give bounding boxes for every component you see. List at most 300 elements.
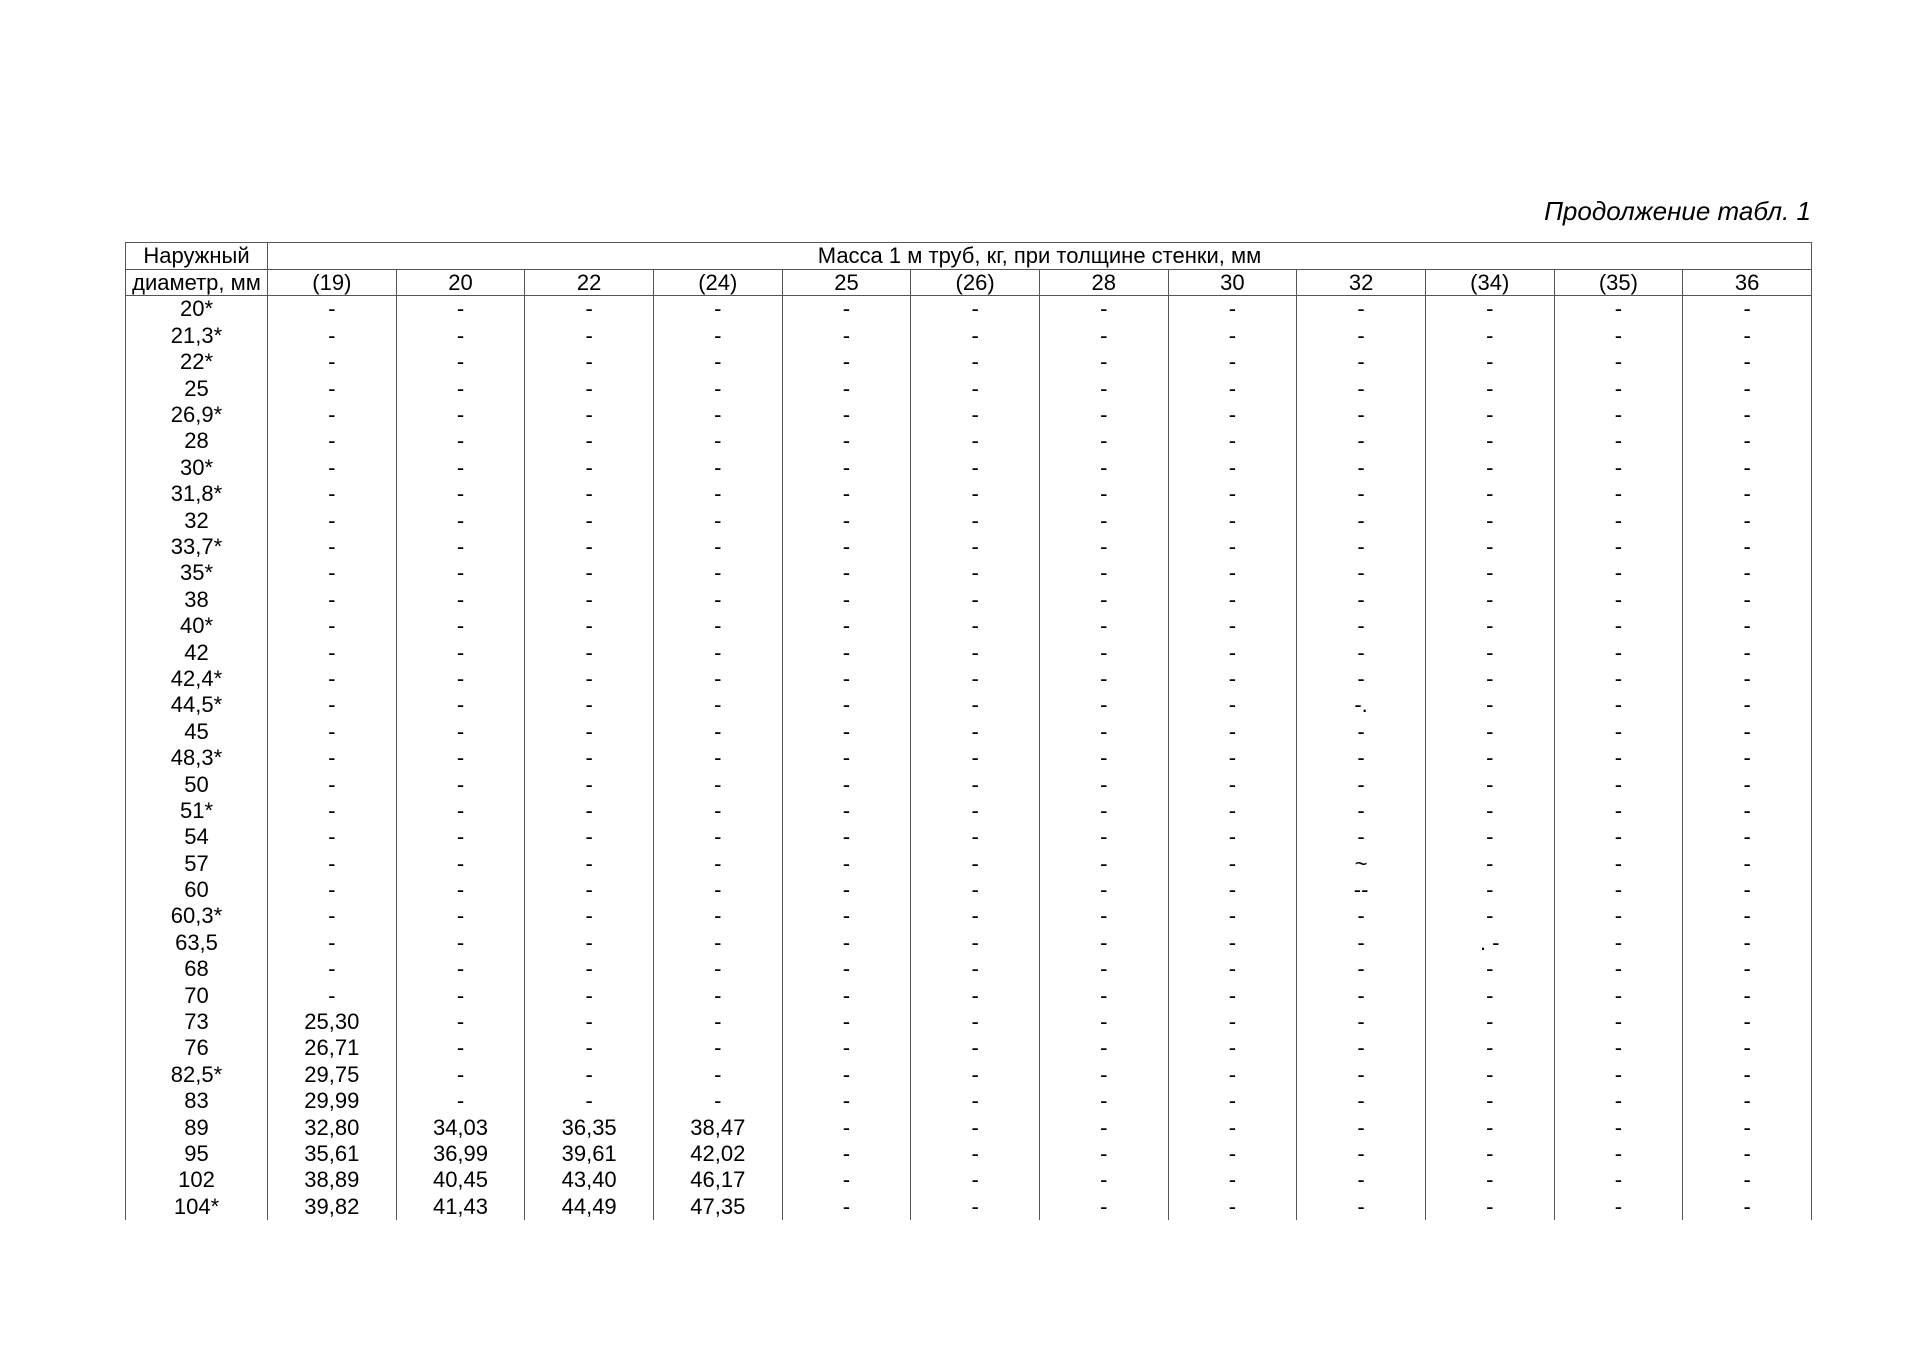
mass-value-cell: -	[1168, 824, 1297, 850]
mass-value-cell: -	[1425, 745, 1554, 771]
wall-thickness-column-header: 32	[1297, 269, 1426, 296]
mass-value-cell: -	[525, 665, 654, 691]
mass-value-cell: -	[396, 560, 525, 586]
mass-value-cell: -	[396, 929, 525, 955]
header-row-2	[126, 269, 1812, 296]
mass-value-cell: -	[1039, 1193, 1168, 1219]
mass-value-cell: -	[1683, 1009, 1812, 1035]
mass-value-cell: -	[911, 375, 1040, 401]
mass-value-cell: -	[396, 692, 525, 718]
mass-value-cell: -	[1554, 586, 1683, 612]
mass-value-cell: -	[653, 1035, 782, 1061]
mass-value-cell: 42,02	[653, 1141, 782, 1167]
mass-value-cell: -	[396, 481, 525, 507]
mass-value-cell: -	[653, 639, 782, 665]
mass-value-cell: -	[1683, 534, 1812, 560]
mass-value-cell: -	[396, 877, 525, 903]
mass-value-cell: -	[1297, 428, 1426, 454]
mass-value-cell: -	[782, 639, 911, 665]
mass-value-cell: -	[1425, 956, 1554, 982]
mass-value-cell: -	[911, 402, 1040, 428]
mass-value-cell: -	[396, 402, 525, 428]
mass-value-cell: -	[1683, 586, 1812, 612]
mass-value-cell: -	[1168, 322, 1297, 348]
mass-value-cell: -	[1683, 665, 1812, 691]
mass-value-cell: -	[782, 349, 911, 375]
mass-value-cell: -	[782, 402, 911, 428]
mass-value-cell: -	[911, 428, 1040, 454]
mass-value-cell: -	[1168, 956, 1297, 982]
mass-value-cell: -	[1297, 745, 1426, 771]
outer-diameter-cell: 40*	[126, 613, 268, 639]
mass-value-cell: 26,71	[268, 1035, 397, 1061]
mass-value-cell: -	[653, 1061, 782, 1087]
outer-diameter-cell: 25	[126, 375, 268, 401]
mass-value-cell: -	[1683, 1114, 1812, 1140]
mass-value-cell: -	[1039, 1035, 1168, 1061]
mass-value-cell: -	[653, 560, 782, 586]
mass-value-cell: -	[1683, 639, 1812, 665]
mass-value-cell: -	[396, 534, 525, 560]
mass-value-cell: -	[525, 349, 654, 375]
mass-value-cell: -	[1297, 929, 1426, 955]
mass-value-cell: -	[911, 639, 1040, 665]
table-row	[126, 560, 1812, 586]
outer-diameter-cell: 73	[126, 1009, 268, 1035]
mass-value-cell: -	[1683, 507, 1812, 533]
table-row	[126, 296, 1812, 323]
mass-value-cell: -	[1039, 639, 1168, 665]
outer-diameter-cell: 42,4*	[126, 665, 268, 691]
mass-value-cell: -	[268, 560, 397, 586]
mass-value-cell: -	[268, 797, 397, 823]
mass-value-cell: -	[782, 296, 911, 323]
outer-diameter-cell: 51*	[126, 797, 268, 823]
mass-value-cell: -	[1039, 428, 1168, 454]
mass-value-cell: -	[782, 428, 911, 454]
mass-value-cell: -	[1554, 824, 1683, 850]
mass-value-cell: -	[1425, 428, 1554, 454]
mass-value-cell: -	[1425, 481, 1554, 507]
mass-value-cell: -	[911, 797, 1040, 823]
mass-value-cell: -	[525, 745, 654, 771]
mass-value-cell: -	[1168, 1193, 1297, 1219]
mass-value-cell: -	[1039, 534, 1168, 560]
mass-value-cell: --	[1297, 877, 1426, 903]
table-row	[126, 665, 1812, 691]
mass-value-cell: -	[396, 1009, 525, 1035]
outer-diameter-cell: 26,9*	[126, 402, 268, 428]
outer-diameter-cell: 68	[126, 956, 268, 982]
mass-value-cell: -	[1168, 534, 1297, 560]
mass-value-cell: -	[911, 1141, 1040, 1167]
mass-value-cell: -	[911, 322, 1040, 348]
mass-value-cell: -	[1168, 1035, 1297, 1061]
mass-value-cell: -	[1039, 296, 1168, 323]
mass-value-cell: -	[1297, 586, 1426, 612]
mass-value-cell: -	[782, 982, 911, 1008]
mass-value-cell: -	[525, 1061, 654, 1087]
mass-value-cell: -	[1039, 1114, 1168, 1140]
mass-value-cell: 29,75	[268, 1061, 397, 1087]
outer-diameter-cell: 21,3*	[126, 322, 268, 348]
mass-value-cell: -	[268, 586, 397, 612]
table-body	[126, 296, 1812, 1220]
outer-diameter-cell: 54	[126, 824, 268, 850]
mass-value-cell: -	[782, 1088, 911, 1114]
mass-value-cell: -	[1425, 1009, 1554, 1035]
mass-value-cell: -	[1297, 322, 1426, 348]
mass-value-cell: -	[911, 665, 1040, 691]
mass-value-cell: -	[268, 745, 397, 771]
mass-value-cell: -	[1554, 349, 1683, 375]
mass-value-cell: -	[525, 560, 654, 586]
mass-value-cell: -	[653, 428, 782, 454]
mass-value-cell: -	[525, 454, 654, 480]
mass-value-cell: 38,47	[653, 1114, 782, 1140]
mass-value-cell: -	[911, 824, 1040, 850]
mass-value-cell: -	[1297, 1061, 1426, 1087]
mass-value-cell: -	[396, 613, 525, 639]
outer-diameter-cell: 83	[126, 1088, 268, 1114]
mass-value-cell: -	[396, 586, 525, 612]
outer-diameter-cell: 45	[126, 718, 268, 744]
mass-value-cell: -	[525, 586, 654, 612]
wall-thickness-column-header: (34)	[1425, 269, 1554, 296]
mass-value-cell: -	[1683, 1035, 1812, 1061]
mass-value-cell: -	[1297, 402, 1426, 428]
mass-value-cell: -	[1554, 692, 1683, 718]
mass-value-cell: -	[1683, 1141, 1812, 1167]
mass-value-cell: -	[1297, 824, 1426, 850]
mass-value-cell: -	[1297, 507, 1426, 533]
mass-value-cell: -	[653, 903, 782, 929]
mass-value-cell: -	[911, 718, 1040, 744]
outer-diameter-cell: 82,5*	[126, 1061, 268, 1087]
mass-value-cell: -	[1168, 454, 1297, 480]
mass-value-cell: -	[396, 349, 525, 375]
mass-value-cell: -	[268, 850, 397, 876]
mass-value-cell: -	[1039, 956, 1168, 982]
mass-value-cell: -	[1554, 1167, 1683, 1193]
mass-value-cell: -	[525, 507, 654, 533]
mass-value-cell: -	[911, 692, 1040, 718]
mass-value-cell: -	[1683, 929, 1812, 955]
mass-value-cell: -	[1425, 1167, 1554, 1193]
mass-value-cell: -	[653, 745, 782, 771]
mass-value-cell: -	[1168, 1061, 1297, 1087]
mass-value-cell: -	[782, 322, 911, 348]
mass-value-cell: -	[911, 1088, 1040, 1114]
outer-diameter-cell: 102	[126, 1167, 268, 1193]
mass-value-cell: 25,30	[268, 1009, 397, 1035]
mass-value-cell: -	[782, 586, 911, 612]
mass-value-cell: -	[911, 560, 1040, 586]
mass-value-cell: -	[1039, 454, 1168, 480]
mass-value-cell: -	[1683, 824, 1812, 850]
mass-value-cell: -	[1297, 982, 1426, 1008]
mass-value-cell: -	[396, 1035, 525, 1061]
mass-value-cell: -	[396, 507, 525, 533]
mass-value-cell: -	[911, 903, 1040, 929]
mass-value-cell: 34,03	[396, 1114, 525, 1140]
mass-value-cell: -	[911, 534, 1040, 560]
mass-value-cell: -	[1683, 1193, 1812, 1219]
mass-value-cell: -	[525, 797, 654, 823]
mass-value-cell: -	[525, 956, 654, 982]
mass-value-cell: -	[1297, 1009, 1426, 1035]
mass-value-cell: -	[396, 665, 525, 691]
mass-value-cell: -	[396, 322, 525, 348]
mass-value-cell: -	[1297, 771, 1426, 797]
mass-value-cell: -	[1297, 375, 1426, 401]
table-row	[126, 1114, 1812, 1140]
mass-value-cell: -	[1425, 534, 1554, 560]
mass-value-cell: 36,99	[396, 1141, 525, 1167]
mass-value-cell: -	[1683, 349, 1812, 375]
mass-value-cell: -	[1425, 797, 1554, 823]
mass-value-cell: -	[1168, 982, 1297, 1008]
mass-value-cell: -	[911, 745, 1040, 771]
mass-value-cell: -	[1168, 692, 1297, 718]
mass-value-cell: -	[1039, 718, 1168, 744]
mass-value-cell: -	[1168, 507, 1297, 533]
mass-value-cell: -	[1425, 771, 1554, 797]
mass-value-cell: -	[396, 375, 525, 401]
mass-value-cell: -	[396, 718, 525, 744]
mass-value-cell: -	[911, 982, 1040, 1008]
mass-value-cell: -	[1039, 903, 1168, 929]
mass-value-cell: 36,35	[525, 1114, 654, 1140]
mass-value-cell: -	[1039, 929, 1168, 955]
mass-value-cell: -	[1168, 402, 1297, 428]
wall-thickness-column-header: (19)	[268, 269, 397, 296]
mass-value-cell: -	[1425, 375, 1554, 401]
pipe-mass-table-container	[125, 242, 1811, 1220]
mass-value-cell: -	[1425, 613, 1554, 639]
mass-value-cell: -	[911, 1061, 1040, 1087]
mass-value-cell: -	[1425, 1061, 1554, 1087]
mass-value-cell: -.	[1297, 692, 1426, 718]
mass-value-cell: -	[1039, 613, 1168, 639]
mass-value-cell: -	[1297, 1141, 1426, 1167]
mass-value-cell: -	[1168, 639, 1297, 665]
mass-value-cell: -	[911, 850, 1040, 876]
mass-value-cell: -	[653, 322, 782, 348]
mass-value-cell: -	[1554, 613, 1683, 639]
mass-value-cell: -	[653, 665, 782, 691]
mass-value-cell: -	[1554, 322, 1683, 348]
mass-value-cell: -	[1554, 718, 1683, 744]
mass-value-cell: -	[911, 1114, 1040, 1140]
mass-value-cell: -	[268, 692, 397, 718]
mass-value-cell: -	[1683, 771, 1812, 797]
mass-value-cell: -	[396, 771, 525, 797]
outer-diameter-cell: 31,8*	[126, 481, 268, 507]
mass-value-cell: -	[396, 982, 525, 1008]
table-row	[126, 613, 1812, 639]
outer-diameter-cell: 60,3*	[126, 903, 268, 929]
table-row	[126, 1141, 1812, 1167]
mass-value-cell: -	[653, 375, 782, 401]
mass-value-cell: 46,17	[653, 1167, 782, 1193]
mass-value-cell: -	[1297, 665, 1426, 691]
mass-value-cell: -	[1168, 481, 1297, 507]
mass-value-cell: -	[653, 692, 782, 718]
mass-value-cell: -	[1425, 560, 1554, 586]
mass-value-cell: -	[1683, 850, 1812, 876]
mass-value-cell: -	[1168, 1088, 1297, 1114]
mass-value-cell: -	[396, 1061, 525, 1087]
mass-value-cell: -	[1425, 692, 1554, 718]
mass-value-cell: -	[1683, 1167, 1812, 1193]
mass-value-cell: -	[653, 850, 782, 876]
mass-value-cell: -	[782, 375, 911, 401]
table-row	[126, 375, 1812, 401]
table-row	[126, 639, 1812, 665]
mass-value-cell: -	[525, 824, 654, 850]
mass-value-cell: -	[782, 665, 911, 691]
wall-thickness-column-header: 30	[1168, 269, 1297, 296]
mass-value-cell: -	[1554, 771, 1683, 797]
table-row	[126, 850, 1812, 876]
wall-thickness-column-header: (35)	[1554, 269, 1683, 296]
mass-value-cell: -	[1683, 745, 1812, 771]
mass-value-cell: -	[396, 296, 525, 323]
mass-value-cell: -	[911, 481, 1040, 507]
mass-value-cell: -	[653, 296, 782, 323]
table-row	[126, 507, 1812, 533]
outer-diameter-cell: 38	[126, 586, 268, 612]
mass-value-cell: -	[525, 402, 654, 428]
outer-diameter-cell: 57	[126, 850, 268, 876]
mass-value-cell: -	[1425, 1114, 1554, 1140]
mass-value-cell: -	[525, 296, 654, 323]
mass-value-cell: -	[1168, 850, 1297, 876]
mass-value-cell: -	[1554, 665, 1683, 691]
mass-value-cell: -	[1168, 929, 1297, 955]
mass-value-cell: -	[1683, 982, 1812, 1008]
mass-value-cell: -	[911, 613, 1040, 639]
mass-value-cell: -	[1297, 718, 1426, 744]
mass-value-cell: -	[1039, 1061, 1168, 1087]
outer-diameter-cell: 63,5	[126, 929, 268, 955]
mass-value-cell: -	[911, 1009, 1040, 1035]
mass-value-cell: -	[1039, 877, 1168, 903]
outer-diameter-cell: 28	[126, 428, 268, 454]
table-row	[126, 797, 1812, 823]
mass-value-cell: -	[653, 507, 782, 533]
mass-value-cell: -	[268, 428, 397, 454]
table-row	[126, 718, 1812, 744]
mass-value-cell: -	[1425, 665, 1554, 691]
mass-value-cell: -	[653, 718, 782, 744]
mass-value-cell: -	[268, 534, 397, 560]
mass-value-cell: -	[1425, 296, 1554, 323]
wall-thickness-column-header: (24)	[653, 269, 782, 296]
table-row	[126, 1193, 1812, 1219]
mass-value-cell: -	[911, 296, 1040, 323]
mass-value-cell: -	[1168, 1167, 1297, 1193]
mass-value-cell: -	[653, 877, 782, 903]
mass-value-cell: -	[1683, 613, 1812, 639]
mass-value-cell: -	[782, 956, 911, 982]
mass-value-cell: -	[525, 1009, 654, 1035]
table-row	[126, 929, 1812, 955]
mass-value-cell: -	[1683, 428, 1812, 454]
mass-value-cell: -	[782, 718, 911, 744]
mass-value-cell: -	[525, 1035, 654, 1061]
mass-value-cell: -	[653, 454, 782, 480]
mass-value-cell: -	[1425, 1141, 1554, 1167]
mass-value-cell: -	[1554, 375, 1683, 401]
mass-value-cell: -	[1554, 534, 1683, 560]
mass-value-cell: -	[1168, 745, 1297, 771]
mass-value-cell: -	[1039, 375, 1168, 401]
outer-diameter-cell: 22*	[126, 349, 268, 375]
mass-value-cell: -	[268, 507, 397, 533]
mass-value-cell: -	[1554, 1193, 1683, 1219]
mass-value-cell: -	[1425, 824, 1554, 850]
mass-value-cell: -	[268, 375, 397, 401]
mass-value-cell: -	[653, 402, 782, 428]
mass-value-cell: -	[1039, 402, 1168, 428]
mass-value-cell: -	[525, 1088, 654, 1114]
mass-value-cell: -	[1425, 639, 1554, 665]
mass-value-cell: -	[1683, 322, 1812, 348]
mass-value-cell: -	[1039, 850, 1168, 876]
mass-value-cell: -	[1168, 797, 1297, 823]
mass-value-cell: . -	[1425, 929, 1554, 955]
mass-value-cell: -	[1554, 1035, 1683, 1061]
table-continuation-caption: Продолжение табл. 1	[1544, 196, 1811, 226]
outer-diameter-cell: 70	[126, 982, 268, 1008]
table-row	[126, 745, 1812, 771]
outer-diameter-cell: 76	[126, 1035, 268, 1061]
mass-value-cell: -	[1554, 903, 1683, 929]
wall-thickness-column-header: 36	[1683, 269, 1812, 296]
mass-value-cell: -	[1168, 877, 1297, 903]
mass-value-cell: -	[782, 534, 911, 560]
mass-value-cell: -	[268, 613, 397, 639]
mass-value-cell: -	[268, 982, 397, 1008]
outer-diameter-cell: 89	[126, 1114, 268, 1140]
mass-value-cell: -	[653, 1088, 782, 1114]
outer-diameter-header-line2: диаметр, мм	[126, 269, 268, 296]
mass-value-cell: -	[1554, 877, 1683, 903]
mass-value-cell: -	[1554, 481, 1683, 507]
mass-value-cell: -	[525, 639, 654, 665]
wall-thickness-column-header: (26)	[911, 269, 1040, 296]
mass-value-cell: -	[653, 824, 782, 850]
wall-thickness-column-header: 22	[525, 269, 654, 296]
mass-value-cell: -	[525, 481, 654, 507]
table-row	[126, 824, 1812, 850]
mass-value-cell: -	[396, 956, 525, 982]
mass-value-cell: -	[1297, 296, 1426, 323]
table-header	[126, 243, 1812, 296]
outer-diameter-cell: 30*	[126, 454, 268, 480]
outer-diameter-cell: 44,5*	[126, 692, 268, 718]
mass-value-cell: 32,80	[268, 1114, 397, 1140]
mass-value-cell: -	[1554, 956, 1683, 982]
wall-thickness-column-header: 25	[782, 269, 911, 296]
mass-value-cell: -	[653, 982, 782, 1008]
mass-value-cell: -	[1168, 586, 1297, 612]
table-row	[126, 534, 1812, 560]
mass-value-cell: -	[782, 481, 911, 507]
mass-value-cell: -	[1425, 586, 1554, 612]
